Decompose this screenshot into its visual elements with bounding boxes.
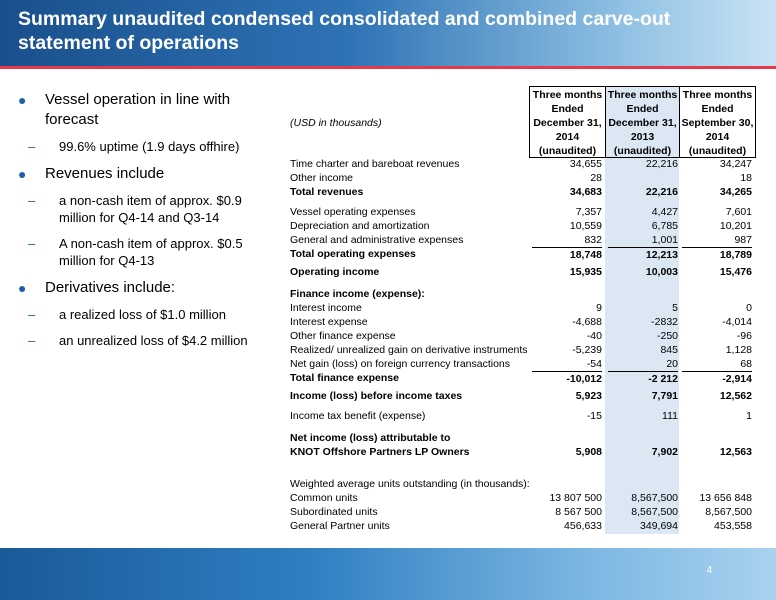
row-value: 5,908 <box>575 446 602 458</box>
sub-bullet: – A non-cash item of approx. $0.5 million for Q4-13 <box>28 236 243 268</box>
row-label: Other income <box>290 172 354 184</box>
table-row <box>290 389 752 403</box>
row-value: 0 <box>746 302 752 314</box>
row-value: -54 <box>586 358 602 370</box>
row-value: -2 212 <box>608 371 678 386</box>
row-value: 8 567 500 <box>555 506 602 518</box>
row-value: 8,567,500 <box>631 506 678 518</box>
row-value: -2,914 <box>682 371 752 386</box>
row-label: Weighted average units outstanding (in thousands): <box>290 478 530 490</box>
row-value: 8,567,500 <box>631 492 678 504</box>
row-label: Finance income (expense): <box>290 288 425 300</box>
row-label: KNOT Offshore Partners LP Owners <box>290 446 470 458</box>
row-label: Total finance expense <box>290 372 399 384</box>
table-row <box>290 171 752 185</box>
title-divider <box>0 66 776 69</box>
page-number: 4 <box>706 565 712 576</box>
table-row <box>290 357 752 371</box>
row-value: 12,562 <box>719 390 752 402</box>
row-label: Common units <box>290 492 358 504</box>
row-value: 845 <box>660 344 678 356</box>
row-value: 453,558 <box>714 520 752 532</box>
row-value: 7,357 <box>575 206 602 218</box>
table-row <box>290 219 752 233</box>
table-row <box>290 205 752 219</box>
table-row <box>290 409 752 423</box>
footer-bar <box>0 548 776 600</box>
row-label: Interest expense <box>290 316 368 328</box>
bullet-dot-icon: ● <box>18 166 27 182</box>
column-header: Three months Ended December 31, 2014 (unaudited) <box>529 86 606 158</box>
row-value: 7,601 <box>725 206 752 218</box>
sub-bullet: – an unrealized loss of $4.2 million <box>28 333 248 348</box>
row-label: Vessel operating expenses <box>290 206 416 218</box>
slide-title: Summary unaudited condensed consolidated and combined carve-out statement of operations <box>18 8 671 54</box>
row-value: 13 807 500 <box>549 492 602 504</box>
row-value: 34,265 <box>719 186 752 198</box>
title-bar <box>0 0 776 66</box>
table-row <box>290 505 752 519</box>
row-label: Operating income <box>290 266 380 278</box>
column-header: Three months Ended December 31, 2013 (unaudited) <box>605 86 680 158</box>
table-row <box>290 157 752 171</box>
table-row <box>290 491 752 505</box>
row-value: 18 <box>740 172 752 184</box>
row-value: 9 <box>596 302 602 314</box>
sub-bullet: – a realized loss of $1.0 million <box>28 307 226 322</box>
row-label: Total revenues <box>290 186 364 198</box>
row-value: -4,014 <box>722 316 752 328</box>
row-value: 10,559 <box>569 220 602 232</box>
row-label: General Partner units <box>290 520 390 532</box>
bullet-dot-icon: ● <box>18 280 27 296</box>
sub-bullet: – a non-cash item of approx. $0.9 million for Q4-14 and Q3-14 <box>28 193 242 225</box>
row-value: 12,563 <box>719 446 752 458</box>
row-value: 832 <box>584 234 602 246</box>
dash-icon: – <box>28 307 36 322</box>
row-value: 7,791 <box>651 390 678 402</box>
row-value: -4,688 <box>572 316 602 328</box>
row-label: Net income (loss) attributable to <box>290 432 451 444</box>
row-value: 18,748 <box>532 247 602 262</box>
bullet: ● Derivatives include: <box>18 279 176 296</box>
dash-icon: – <box>28 193 36 208</box>
row-label: Depreciation and amortization <box>290 220 430 232</box>
row-label: Total operating expenses <box>290 248 416 260</box>
row-value: 8,567,500 <box>705 506 752 518</box>
row-value: 34,247 <box>719 158 752 170</box>
table-row <box>290 233 752 247</box>
row-value: 13 656 848 <box>699 492 752 504</box>
bullet-list <box>18 90 273 358</box>
table-row <box>290 247 752 261</box>
table-row <box>290 315 752 329</box>
table-row <box>290 265 752 279</box>
row-value: 6,785 <box>651 220 678 232</box>
table-row <box>290 185 752 199</box>
row-value: 34,683 <box>569 186 602 198</box>
row-value: 34,655 <box>569 158 602 170</box>
dash-icon: – <box>28 139 36 154</box>
table-row <box>290 371 752 385</box>
table-row <box>290 329 752 343</box>
row-label: Time charter and bareboat revenues <box>290 158 460 170</box>
table-row <box>290 519 752 533</box>
row-value: -10,012 <box>532 371 602 386</box>
row-value: 456,633 <box>564 520 602 532</box>
row-value: 7,902 <box>651 446 678 458</box>
row-value: 10,201 <box>719 220 752 232</box>
row-value: 1,001 <box>651 234 678 246</box>
row-value: -5,239 <box>572 344 602 356</box>
row-value: -40 <box>586 330 602 342</box>
table-row <box>290 477 752 491</box>
row-value: 22,216 <box>645 158 678 170</box>
table-row <box>290 343 752 357</box>
bullet: ● Revenues include <box>18 165 165 182</box>
row-label: Subordinated units <box>290 506 378 518</box>
table-row <box>290 287 752 301</box>
sub-bullet: – 99.6% uptime (1.9 days offhire) <box>28 139 240 154</box>
row-label: Net gain (loss) on foreign currency transactions <box>290 358 511 370</box>
row-value: 15,935 <box>569 266 602 278</box>
table-row <box>290 445 752 459</box>
row-value: 5 <box>672 302 678 314</box>
row-label: Other finance expense <box>290 330 396 342</box>
column-header: Three months Ended September 30, 2014 (unaudited) <box>679 86 756 158</box>
row-value: 68 <box>740 358 752 370</box>
row-value: 1 <box>746 410 752 422</box>
bullet: ● Vessel operation in line with forecast <box>18 91 231 128</box>
row-value: 20 <box>666 358 678 370</box>
row-value: 1,128 <box>725 344 752 356</box>
row-label: Realized/ unrealized gain on derivative instruments <box>290 344 528 356</box>
dash-icon: – <box>28 236 36 251</box>
row-value: -15 <box>586 410 602 422</box>
bullet-dot-icon: ● <box>18 92 27 108</box>
row-value: 5,923 <box>575 390 602 402</box>
row-label: Income tax benefit (expense) <box>290 410 426 422</box>
row-value: 12,213 <box>608 247 678 262</box>
row-label: Income (loss) before income taxes <box>290 390 463 402</box>
row-value: -2832 <box>651 316 678 328</box>
row-value: 111 <box>662 410 678 422</box>
row-value: 18,789 <box>682 247 752 262</box>
row-value: -250 <box>656 330 678 342</box>
row-value: 349,694 <box>640 520 678 532</box>
table-row <box>290 431 752 445</box>
table-row <box>290 301 752 315</box>
row-label: Interest income <box>290 302 362 314</box>
row-value: 22,216 <box>645 186 678 198</box>
row-value: 987 <box>734 234 752 246</box>
row-label: General and administrative expenses <box>290 234 464 246</box>
dash-icon: – <box>28 333 36 348</box>
row-value: 10,003 <box>645 266 678 278</box>
units-note: (USD in thousands) <box>290 117 382 129</box>
row-value: -96 <box>736 330 752 342</box>
row-value: 4,427 <box>651 206 678 218</box>
row-value: 15,476 <box>719 266 752 278</box>
row-value: 28 <box>590 172 602 184</box>
